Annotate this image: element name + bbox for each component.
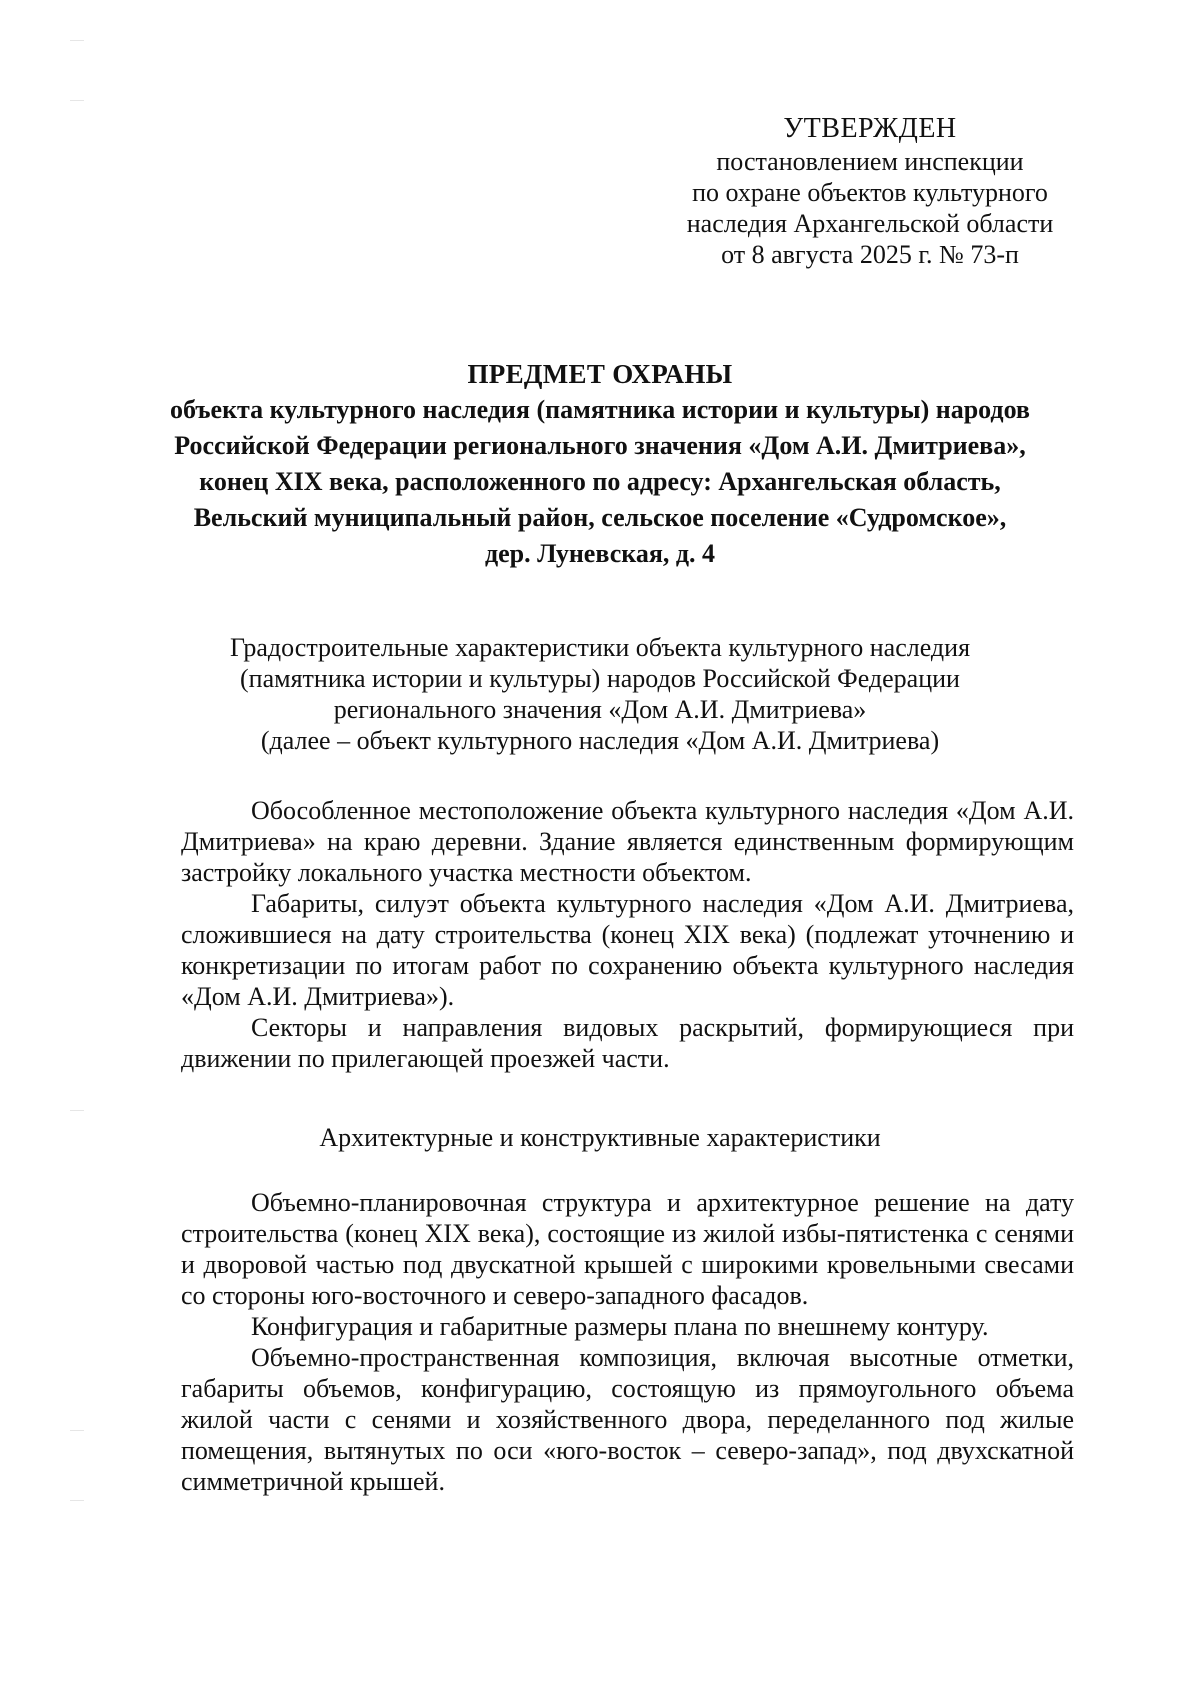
section-body-architecture (181, 1187, 1074, 1497)
title-line: Российской Федерации регионального значения «Дом А.И. Дмитриева», (174, 431, 1026, 460)
scan-mark (70, 100, 84, 101)
title-line: Вельский муниципальный район, сельское поселение «Судромское», (193, 503, 1007, 532)
approval-block (680, 112, 1060, 270)
scan-mark (70, 1110, 84, 1111)
title-line: конец XIX века, расположенного по адресу: Архангельская область, (199, 467, 1001, 496)
scan-mark (70, 1500, 84, 1501)
scan-margin-marks (70, 0, 86, 1696)
section-heading-line: (памятника истории и культуры) народов Российской Федерации (240, 664, 960, 693)
approval-stamp: УТВЕРЖДЕН (783, 113, 957, 144)
section-heading-line: Архитектурные и конструктивные характеристики (319, 1123, 881, 1152)
scan-mark (70, 1430, 84, 1431)
title-line: дер. Луневская, д. 4 (484, 539, 716, 568)
section-heading-architecture (150, 1122, 1050, 1153)
paragraph: Объемно-пространственная композиция, включая высотные отметки, габариты объемов, конфигурацию, состоящую из прямоугольного объема жилой части с сенями и хозяйственного двора, переделанного под жилые помещения, вытянутых по оси «юго-восток – северо-запад», под двухскатной симметричной крышей. (181, 1343, 1074, 1496)
section-heading-line: регионального значения «Дом А.И. Дмитриева» (333, 695, 867, 724)
approval-line: постановлением инспекции (716, 147, 1024, 176)
scan-mark (70, 40, 84, 41)
section-heading-line: (далее – объект культурного наследия «Дом А.И. Дмитриева) (260, 726, 940, 755)
title-line: объекта культурного наследия (памятника истории и культуры) народов (170, 395, 1030, 424)
approval-line: от 8 августа 2025 г. № 73-п (721, 240, 1019, 269)
paragraph: Обособленное местоположение объекта культурного наследия «Дом А.И. Дмитриева» на краю деревни. Здание является единственным формирующим застройку локального участка местности объектом. (181, 796, 1074, 887)
paragraph: Габариты, силуэт объекта культурного наследия «Дом А.И. Дмитриева, сложившиеся на дату строительства (конец XIX века) (подлежат уточнению и конкретизации по итогам работ по сохранению объекта культурного наследия «Дом А.И. Дмитриева»). (181, 889, 1074, 1011)
paragraph: Конфигурация и габаритные размеры плана по внешнему контуру. (251, 1312, 989, 1341)
document-title: ПРЕДМЕТ ОХРАНЫ (467, 359, 733, 389)
section-body-urban-planning (181, 795, 1074, 1074)
approval-line: по охране объектов культурного (692, 178, 1048, 207)
paragraph: Объемно-планировочная структура и архитектурное решение на дату строительства (конец XIX века), состоящие из жилой избы-пятистенка с сенями и дворовой частью под двускатной крышей с широкими кровельными свесами со стороны юго-восточного и северо-западного фасадов. (181, 1188, 1074, 1310)
paragraph: Секторы и направления видовых раскрытий, формирующиеся при движении по прилегающей проезжей части. (181, 1013, 1074, 1073)
section-heading-urban-planning (150, 632, 1050, 756)
document-title-block (150, 356, 1050, 572)
approval-line: наследия Архангельской области (686, 209, 1054, 238)
section-heading-line: Градостроительные характеристики объекта культурного наследия (229, 633, 971, 662)
